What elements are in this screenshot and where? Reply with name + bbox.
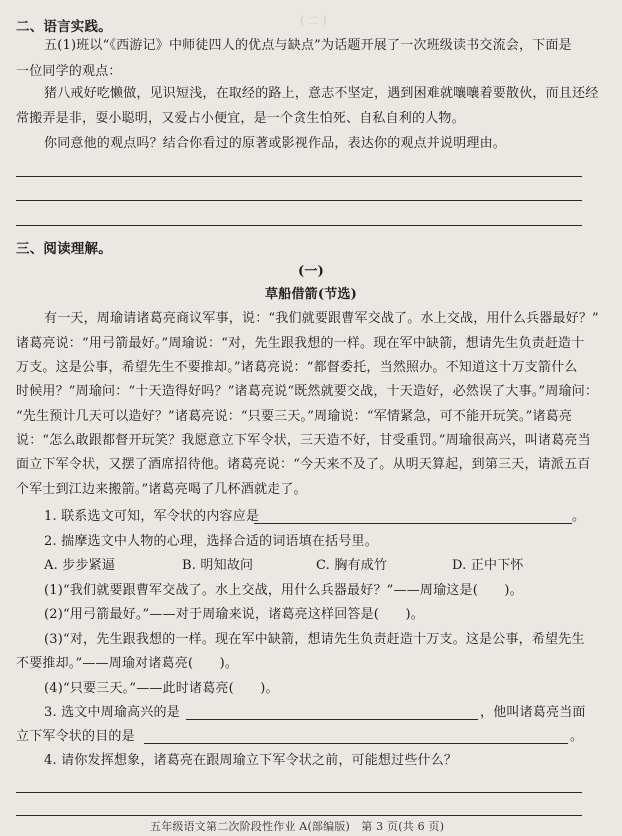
answer-line[interactable] <box>16 225 582 226</box>
option-c[interactable]: C. 胸有成竹 <box>316 558 388 573</box>
question-3-cont: 立下军令状的目的是 <box>16 729 135 744</box>
question-4: 4. 请你发挥想象，诸葛亮在跟周瑜立下军令状之前，可能想过些什么？ <box>44 753 458 768</box>
student-opinion-quote: 猪八戒好吃懒做，见识短浅，在取经的路上，意志不坚定，遇到困难就嚷嚷着要散伙，而且还经 <box>44 86 599 101</box>
question-3-blank-2[interactable] <box>144 743 568 744</box>
passage-line: 时候用？”周瑜问：“十天造得好吗？”诸葛亮说“既然就要交战，十天造好，必然误了大事。”周瑜问： <box>16 384 599 399</box>
question-3: 3. 选文中周瑜高兴的是 <box>44 705 180 720</box>
passage-line: 个军士到江边来搬箭。”诸葛亮喝了几杯酒就走了。 <box>16 482 307 497</box>
bleed-through-mark: ( 二 ) <box>300 14 327 27</box>
answer-line[interactable] <box>16 176 582 177</box>
section2-heading: 二、语言实践。 <box>16 19 112 35</box>
answer-line[interactable] <box>16 792 582 793</box>
question-2: 2. 揣摩选文中人物的心理，选择合适的词语填在括号里。 <box>44 534 378 549</box>
question-3-mid: ，他叫诸葛亮当面 <box>480 705 586 720</box>
question-2-1[interactable]: (1)“我们就要跟曹军交战了。水上交战，用什么兵器最好？”——周瑜这是( )。 <box>44 583 523 598</box>
question-1-blank[interactable] <box>254 523 572 524</box>
answer-line[interactable] <box>16 815 582 816</box>
question-3-blank-1[interactable] <box>186 719 478 720</box>
question-2-3: (3)“对，先生跟我想的一样。现在军中缺箭，想请先生负责赶造十万支。这是公事，希望先生 <box>44 632 585 647</box>
option-a[interactable]: A. 步步紧逼 <box>44 558 116 573</box>
passage-line: 诸葛亮说：“用弓箭最好。”周瑜说：“对，先生跟我想的一样。现在军中缺箭，想请先生负责赶造十 <box>16 336 585 351</box>
section2-question: 你同意他的观点吗？结合你看过的原著或影视作品，表达你的观点并说明理由。 <box>44 136 507 151</box>
passage-line: 面立下军令状，又摆了酒席招待他。诸葛亮说：“今天来不及了。从明天算起，到第三天，请派五百 <box>16 457 591 472</box>
student-opinion-quote-cont: 常搬弄是非，耍小聪明，又爱占小便宜，是一个贪生怕死、自私自利的人物。 <box>16 111 465 126</box>
section2-prompt-cont: 一位同学的观点： <box>16 64 122 79</box>
passage-line: 有一天，周瑜请诸葛亮商议军事，说：“我们就要跟曹军交战了。水上交战，用什么兵器最好？” <box>44 311 599 326</box>
section3-heading: 三、阅读理解。 <box>16 241 112 257</box>
passage-title: 草船借箭(节选) <box>265 287 357 302</box>
option-d[interactable]: D. 正中下怀 <box>452 558 524 573</box>
answer-line[interactable] <box>16 200 582 201</box>
passage-line: “先生预计几天可以造好？”诸葛亮说：“只要三天。”周瑜说：“军情紧急，可不能开玩笑。”诸葛亮 <box>16 409 573 424</box>
question-3-end: 。 <box>570 729 584 744</box>
section2-prompt: 五(1)班以“《西游记》中师徒四人的优点与缺点”为话题开展了一次班级读书交流会，下面是 <box>44 38 572 53</box>
page-footer: 五年级语文第二次阶段性作业 A(部编版) 第 3 页(共 6 页) <box>150 820 445 833</box>
question-2-3-cont[interactable]: 不要推却。”——周瑜对诸葛亮( )。 <box>16 656 239 671</box>
question-1-end: 。 <box>572 509 586 524</box>
passage-part-label: (一) <box>298 264 324 279</box>
question-2-2[interactable]: (2)“用弓箭最好。”——对于周瑜来说，诸葛亮这样回答是( )。 <box>44 607 424 622</box>
question-1: 1. 联系选文可知，军令状的内容应是 <box>44 509 260 524</box>
passage-line: 说：“怎么敢跟都督开玩笑？我愿意立下军令状，三天造不好，甘受重罚。”周瑜很高兴，叫诸葛亮当 <box>16 433 591 448</box>
option-b[interactable]: B. 明知故问 <box>182 558 254 573</box>
question-2-4[interactable]: (4)“只要三天。”——此时诸葛亮( )。 <box>44 681 279 696</box>
passage-line: 万支。这是公事，希望先生不要推却。”诸葛亮说：“都督委托，当然照办。不知道这十万支箭什么 <box>16 360 578 375</box>
